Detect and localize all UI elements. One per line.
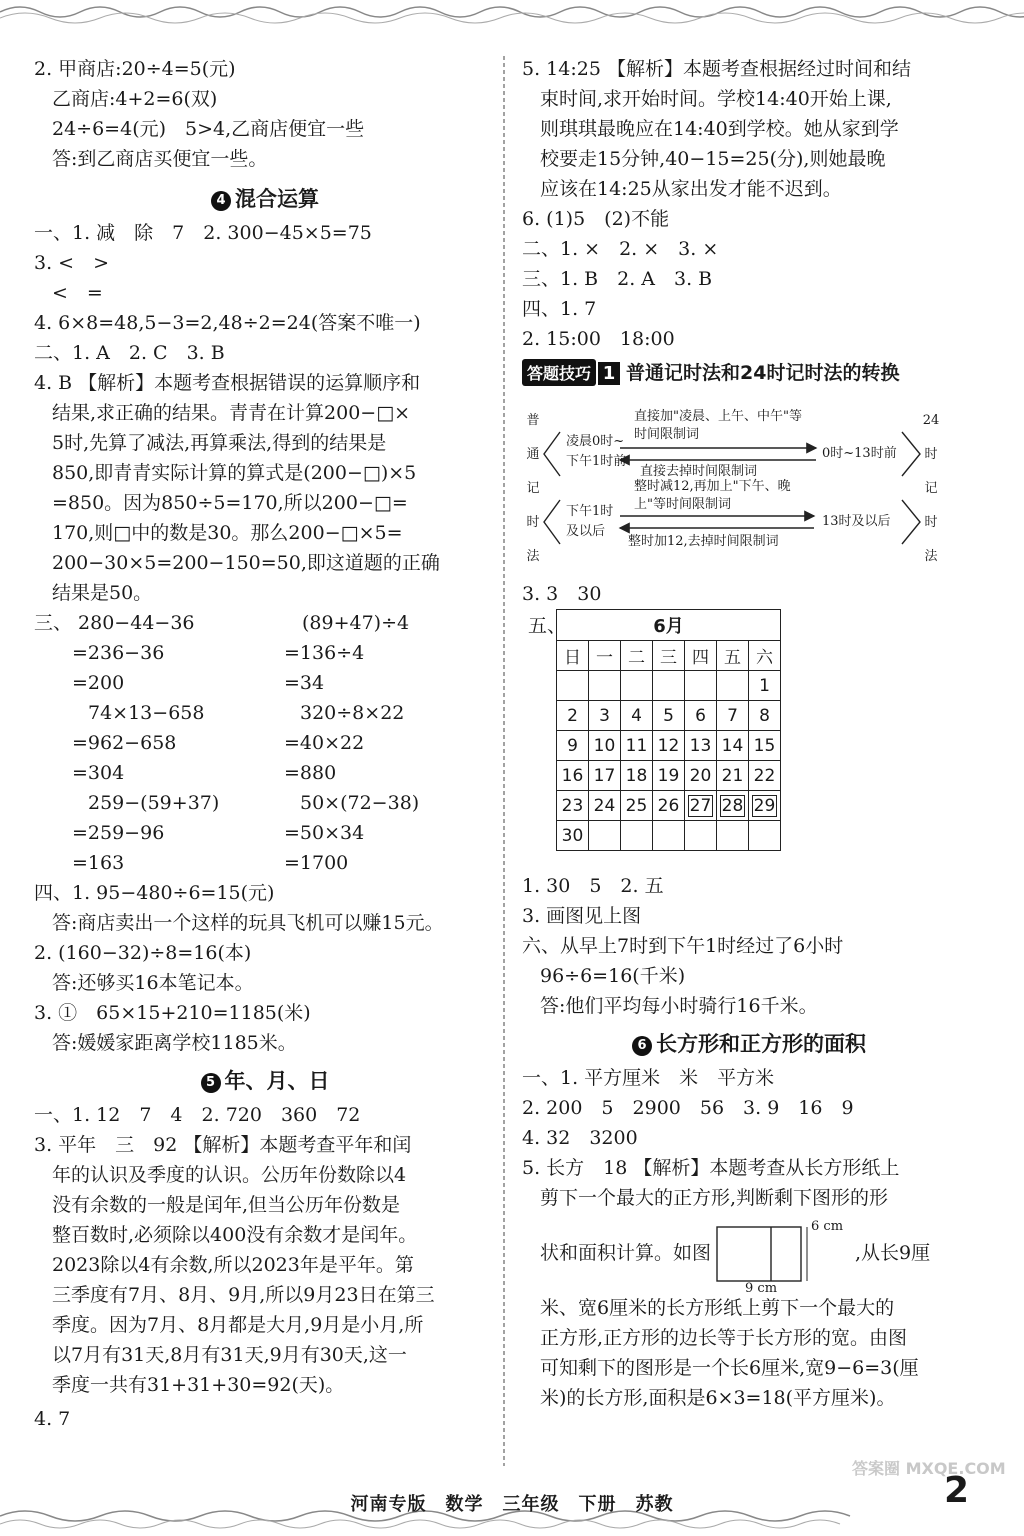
- arrow-label-2-top: 整时减12,再加上"下午、晚上"等时间限制词: [634, 479, 791, 512]
- calendar-day-cell: 14: [717, 731, 749, 761]
- text-line: 以7月有31天,8月有31天,9月有30天,这一: [52, 1344, 407, 1366]
- text-line: 4. 7: [34, 1408, 71, 1430]
- vertical-label-right: 24时记时法: [922, 413, 940, 564]
- text-line: 2. 甲商店:20÷4=5(元): [34, 58, 236, 80]
- text-line: 一、1. 平方厘米 米 平方米: [522, 1067, 775, 1089]
- text-line: 则琪琪最晚应在14:40到学校。她从家到学: [540, 118, 899, 140]
- calendar-week-row: [557, 761, 781, 791]
- calendar-day-cell: [653, 821, 685, 851]
- text-line: 4. B 【解析】本题考查根据错误的运算顺序和: [34, 372, 421, 394]
- text-line: 2. 15:00 18:00: [522, 328, 675, 350]
- calendar-day-cell: 4: [621, 701, 653, 731]
- highlighted-day: 29: [753, 795, 776, 816]
- weekday-cell: 二: [621, 641, 653, 671]
- calc-row: [34, 848, 496, 878]
- calendar-day-cell: [685, 821, 717, 851]
- calendar-week-row: [557, 791, 781, 821]
- text-line: =850。因为850÷5=170,所以200−□=: [52, 492, 408, 514]
- calc-left: =200: [72, 672, 125, 694]
- text-line: 结果是50。: [52, 582, 153, 604]
- text-line: 2. 200 5 2900 56 3. 9 16 9: [522, 1097, 854, 1119]
- calc-row: [34, 758, 496, 788]
- calc-left: =304: [72, 762, 125, 784]
- calendar-day-cell: 20: [685, 761, 717, 791]
- calculation-grid: [34, 608, 496, 878]
- calc-row: [34, 638, 496, 668]
- calc-row: [34, 668, 496, 698]
- rectangle-figure: [711, 1219, 844, 1296]
- text-line: 4. 6×8=48,5−3=2,48÷2=24(答案不唯一): [34, 312, 421, 334]
- calendar-day-cell: [621, 821, 653, 851]
- tip-header: [522, 358, 976, 394]
- text-line: 3. 3 30: [522, 583, 602, 605]
- calendar-day-cell: 2: [557, 701, 589, 731]
- text-line: 5时,先算了减法,再算乘法,得到的结果是: [52, 432, 387, 454]
- arrow-label-1-top: 直接加"凌晨、上午、中午"等时间限制词: [634, 409, 802, 442]
- weekday-cell: 三: [653, 641, 685, 671]
- text-line: 四、1. 7: [522, 298, 597, 320]
- calendar-day-cell: 16: [557, 761, 589, 791]
- watermark: 答案圈 MXQE.COM: [852, 1459, 1006, 1478]
- calendar-day-cell: 25: [621, 791, 653, 821]
- weekday-cell: 一: [589, 641, 621, 671]
- column-divider: [503, 56, 505, 1466]
- calc-left: 259−(59+37): [88, 792, 220, 814]
- calc-right: (89+47)÷4: [302, 612, 410, 634]
- calendar-day-cell: [749, 791, 781, 821]
- calc-row: [34, 608, 496, 638]
- calc-right: =34: [284, 672, 325, 694]
- calendar-day-cell: 23: [557, 791, 589, 821]
- calendar-day-cell: [685, 791, 717, 821]
- calc-right: =50×34: [284, 822, 365, 844]
- calendar-day-cell: 7: [717, 701, 749, 731]
- text-line: 2023除以4有余数,所以2023年是平年。第: [52, 1254, 414, 1276]
- text-line: 可知剩下的图形是一个长6厘米,宽9−6=3(厘: [540, 1357, 919, 1379]
- section-heading: [34, 180, 496, 218]
- text-line: 束时间,求开始时间。学校14:40开始上课,: [540, 88, 892, 110]
- calendar-week-row: [557, 731, 781, 761]
- question-label: 五、: [528, 615, 567, 637]
- text-line: 4. 32 3200: [522, 1127, 638, 1149]
- calc-row: [34, 818, 496, 848]
- calendar-day-cell: 21: [717, 761, 749, 791]
- calendar-day-cell: [717, 671, 749, 701]
- highlighted-day: 27: [689, 795, 712, 816]
- rectangle-drawing: [711, 1223, 819, 1285]
- text-line: 二、1. A 2. C 3. B: [34, 342, 225, 364]
- text-line: 1. 30 5 2. 五: [522, 875, 664, 897]
- arrow-label-2-bottom: 整时加12,去掉时间限制词: [628, 534, 779, 549]
- calc-right: 50×(72−38): [300, 792, 420, 814]
- text-line: 3. ① 65×15+210=1185(米): [34, 1002, 311, 1024]
- calendar-day-cell: 30: [557, 821, 589, 851]
- calendar-day-cell: 6: [685, 701, 717, 731]
- box-label-1: 凌晨0时~下午1时前: [566, 434, 627, 469]
- calendar-day-cell: 10: [589, 731, 621, 761]
- text-line: 96÷6=16(千米): [540, 965, 686, 987]
- text-line: 剪下一个最大的正方形,判断剩下图形的形: [540, 1187, 889, 1209]
- text-line: 6. (1)5 (2)不能: [522, 208, 670, 230]
- calc-left: =259−96: [72, 822, 165, 844]
- page-footer: 河南专版 数学 三年级 下册 苏教: [350, 1494, 674, 1515]
- highlighted-day: 28: [721, 795, 744, 816]
- left-column: [34, 54, 496, 1434]
- text-line: 米、宽6厘米的长方形纸上剪下一个最大的: [540, 1297, 895, 1319]
- weekday-row: [557, 641, 781, 671]
- tip-number: 1: [598, 362, 620, 385]
- calendar-day-cell: [589, 821, 621, 851]
- calendar-title: 6月: [557, 610, 781, 641]
- calendar-week-row: [557, 701, 781, 731]
- right-column: [522, 54, 976, 1413]
- text-line: 答:还够买16本笔记本。: [52, 972, 254, 994]
- section-title: 长方形和正方形的面积: [656, 1032, 866, 1056]
- arrow-label-1-bottom: 直接去掉时间限制词: [640, 464, 758, 479]
- section-heading: [34, 1062, 496, 1100]
- tip-badge: 答题技巧: [522, 359, 596, 386]
- calendar-week-row: [557, 821, 781, 851]
- calendar-day-cell: [685, 671, 717, 701]
- calendar-day-cell: 9: [557, 731, 589, 761]
- text-line: 三季度有7月、8月、9月,所以9月23日在第三: [52, 1284, 435, 1306]
- calc-left: =236−36: [72, 642, 165, 664]
- text-line: 170,则□中的数是30。那么200−□×5=: [52, 522, 403, 544]
- text-line: 24÷6=4(元) 5>4,乙商店便宜一些: [52, 118, 365, 140]
- text-line: 年的认识及季度的认识。公历年份数除以4: [52, 1164, 407, 1186]
- text-line: 季度。因为7月、8月都是大月,9月是小月,所: [52, 1314, 424, 1336]
- text-line: 六、从早上7时到下午1时经过了6小时: [522, 935, 844, 957]
- section-heading: [522, 1025, 976, 1063]
- text-line: 乙商店:4+2=6(双): [52, 88, 218, 110]
- calc-row: [34, 698, 496, 728]
- calendar-day-cell: [653, 671, 685, 701]
- weekday-cell: 四: [685, 641, 717, 671]
- calendar-week-row: [557, 671, 781, 701]
- calendar-day-cell: [557, 671, 589, 701]
- calc-left: 三、 280−44−36: [34, 612, 195, 634]
- text-line: 850,即青青实际计算的算式是(200−□)×5: [52, 462, 417, 484]
- text-line: 5. 14:25 【解析】本题考查根据经过时间和结: [522, 58, 911, 80]
- vertical-label-left: 普通记时法: [526, 413, 540, 564]
- text-line: 米)的长方形,面积是6×3=18(平方厘米)。: [540, 1387, 896, 1409]
- calendar-day-cell: [621, 671, 653, 701]
- calendar-day-cell: 26: [653, 791, 685, 821]
- text-line: 200−30×5=200−150=50,即这道题的正确: [52, 552, 440, 574]
- calendar-day-cell: 3: [589, 701, 621, 731]
- text-line: 整百数时,必须除以400没有余数才是闰年。: [52, 1224, 418, 1246]
- text-line: 没有余数的一般是闰年,但当公历年份数是: [52, 1194, 401, 1216]
- top-wave-border: [0, 0, 1024, 30]
- calendar-day-cell: 1: [749, 671, 781, 701]
- section-number-badge: 5: [201, 1073, 221, 1093]
- text-fragment: 状和面积计算。如图: [540, 1242, 712, 1264]
- text-line: 三、1. B 2. A 3. B: [522, 268, 713, 290]
- text-line: 3. 平年 三 92 【解析】本题考查平年和闰: [34, 1134, 412, 1156]
- weekday-cell: 六: [749, 641, 781, 671]
- calc-left: =163: [72, 852, 125, 874]
- text-line: 答:商店卖出一个这样的玩具飞机可以赚15元。: [52, 912, 444, 934]
- text-line: 答:他们平均每小时骑行16千米。: [540, 995, 818, 1017]
- text-line: 答:媛媛家距离学校1185米。: [52, 1032, 297, 1054]
- text-line: 四、1. 95−480÷6=15(元): [34, 882, 275, 904]
- calendar-day-cell: 19: [653, 761, 685, 791]
- target-label-2: 13时及以后: [822, 514, 891, 529]
- target-label-1: 0时~13时前: [822, 446, 897, 461]
- text-line: 一、1. 12 7 4 2. 720 360 72: [34, 1104, 361, 1126]
- text-line: 正方形,正方形的边长等于长方形的宽。由图: [540, 1327, 908, 1349]
- calendar-day-cell: 12: [653, 731, 685, 761]
- calendar-day-cell: 13: [685, 731, 717, 761]
- calc-row: [34, 788, 496, 818]
- calc-row: [34, 728, 496, 758]
- calendar-day-cell: [717, 821, 749, 851]
- weekday-cell: 五: [717, 641, 749, 671]
- text-line: 季度一共有31+31+30=92(天)。: [52, 1374, 345, 1396]
- page-number: 2: [944, 1470, 970, 1511]
- calc-right: =136÷4: [284, 642, 365, 664]
- calendar-day-cell: 15: [749, 731, 781, 761]
- calendar-day-cell: 5: [653, 701, 685, 731]
- text-line: 3. 画图见上图: [522, 905, 642, 927]
- height-label: 6 cm: [811, 1219, 844, 1234]
- figure-line: [522, 1213, 976, 1296]
- calc-left: =962−658: [72, 732, 177, 754]
- calc-right: =880: [284, 762, 337, 784]
- tip-title: 普通记时法和24时记时法的转换: [626, 362, 900, 384]
- weekday-cell: 日: [557, 641, 589, 671]
- calendar-day-cell: 8: [749, 701, 781, 731]
- calc-right: =40×22: [284, 732, 365, 754]
- text-line: 应该在14:25从家出发才能不迟到。: [540, 178, 842, 200]
- width-label: 9 cm: [745, 1281, 778, 1296]
- text-line: 答:到乙商店买便宜一些。: [52, 148, 268, 170]
- calendar-day-cell: 18: [621, 761, 653, 791]
- section-number-badge: 6: [632, 1036, 652, 1056]
- text-line: 结果,求正确的结果。青青在计算200−□×: [52, 402, 411, 424]
- calc-left: 74×13−658: [88, 702, 205, 724]
- section-title: 混合运算: [235, 187, 319, 211]
- calendar-day-cell: [717, 791, 749, 821]
- calendar-block: [522, 609, 976, 871]
- calc-right: 320÷8×22: [300, 702, 405, 724]
- calendar-day-cell: 24: [589, 791, 621, 821]
- section-number-badge: 4: [211, 191, 231, 211]
- text-line: 5. 长方 18 【解析】本题考查从长方形纸上: [522, 1157, 900, 1179]
- calc-right: =1700: [284, 852, 349, 874]
- text-line: 2. (160−32)÷8=16(本): [34, 942, 252, 964]
- text-line: 二、1. × 2. × 3. ×: [522, 238, 719, 260]
- calendar-day-cell: [589, 671, 621, 701]
- box-label-2: 下午1时及以后: [566, 504, 614, 539]
- time-conversion-diagram: [522, 394, 962, 579]
- calendar-day-cell: [749, 821, 781, 851]
- section-title: 年、月、日: [224, 1069, 330, 1093]
- text-line: 一、1. 减 除 7 2. 300−45×5=75: [34, 222, 372, 244]
- calendar-day-cell: 22: [749, 761, 781, 791]
- text-line: 校要走15分钟,40−15=25(分),则她最晚: [540, 148, 886, 170]
- text-fragment: ,从长9厘: [855, 1242, 931, 1264]
- june-calendar: [556, 609, 781, 851]
- text-line: < =: [52, 282, 103, 304]
- text-line: 3. < >: [34, 252, 110, 274]
- calendar-day-cell: 11: [621, 731, 653, 761]
- calendar-day-cell: 17: [589, 761, 621, 791]
